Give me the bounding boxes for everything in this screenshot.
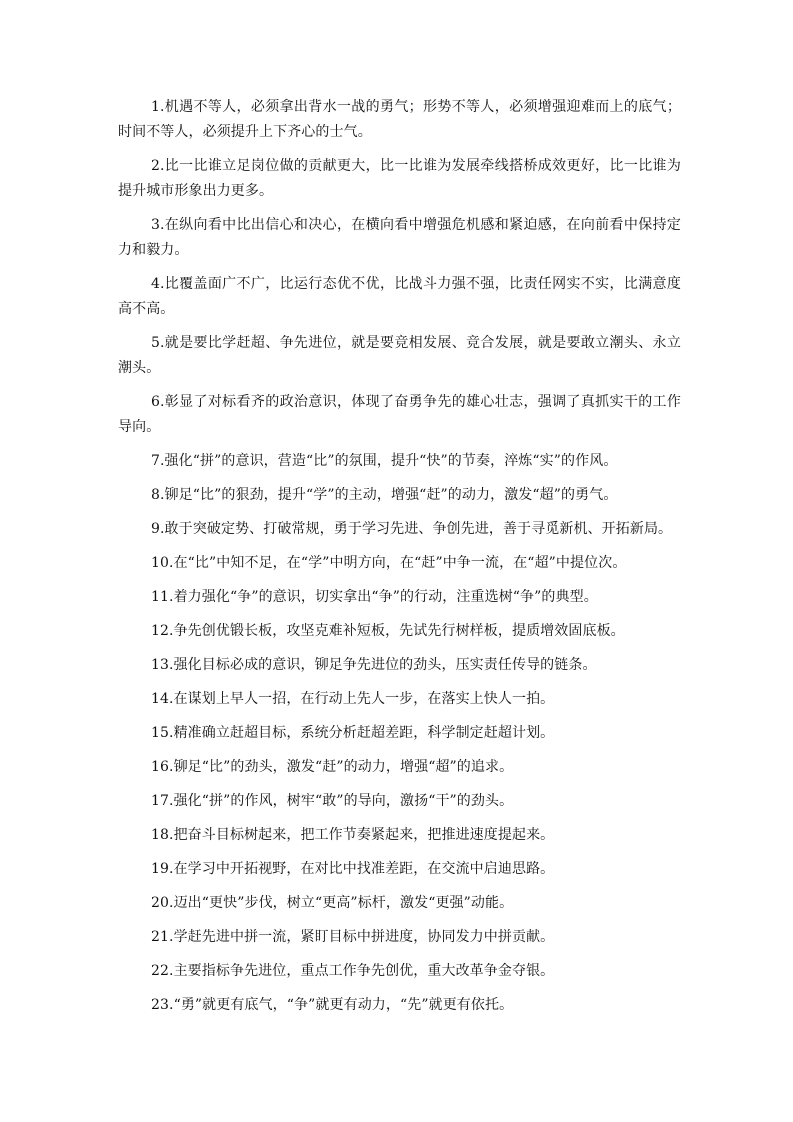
list-item: 6.彰显了对标看齐的政治意识，体现了奋勇争先的雄心壮志，强调了真抓实干的工作导向。 xyxy=(118,394,681,435)
list-item: 7.强化“拼”的意识，营造“比”的氛围，提升“快”的节奏，淬炼“实”的作风。 xyxy=(151,453,618,469)
list-item: 14.在谋划上早人一招，在行动上先人一步，在落实上快人一拍。 xyxy=(151,691,555,707)
list-item: 16.铆足“比”的劲头，激发“赶”的动力，增强“超”的追求。 xyxy=(151,759,514,775)
list-item: 5.就是要比学赶超、争先进位，就是要竞相发展、竞合发展，就是要敢立潮头、永立潮头。 xyxy=(118,335,681,376)
list-item: 22.主要指标争先进位，重点工作争先创优，重大改革争金夺银。 xyxy=(151,963,555,979)
list-item: 1.机遇不等人，必须拿出背水一战的勇气；形势不等人，必须增强迎难而上的底气；时间不等人，必须提升上下齐心的士气。 xyxy=(118,99,681,140)
list-item: 8.铆足“比”的狠劲，提升“学”的主动，增强“赶”的动力，激发“超”的勇气。 xyxy=(151,487,618,503)
list-item: 15.精准确立赶超目标，系统分析赶超差距，科学制定赶超计划。 xyxy=(151,725,555,741)
list-item: 21.学赶先进中拼一流，紧盯目标中拼进度，协同发力中拼贡献。 xyxy=(151,929,555,945)
list-item: 20.迈出“更快”步伐，树立“更高”标杆，激发“更强”动能。 xyxy=(151,895,514,911)
list-item: 19.在学习中开拓视野，在对比中找准差距，在交流中启迪思路。 xyxy=(151,861,555,877)
list-item: 3.在纵向看中比出信心和决心，在横向看中增强危机感和紧迫感，在向前看中保持定力和毅力。 xyxy=(118,217,681,258)
list-item: 12.争先创优锻长板，攻坚克难补短板，先试先行树样板，提质增效固底板。 xyxy=(151,623,625,639)
list-item: 11.着力强化“争”的意识，切实拿出“争”的行动，注重选树“争”的典型。 xyxy=(151,589,598,605)
list-item: 18.把奋斗目标树起来，把工作节奏紧起来，把推进速度提起来。 xyxy=(151,827,555,843)
list-item: 4.比覆盖面广不广，比运行态优不优，比战斗力强不强，比责任网实不实，比满意度高不高。 xyxy=(118,276,681,317)
list-item: 10.在“比”中知不足，在“学”中明方向，在“赶”中争一流，在“超”中提位次。 xyxy=(151,555,627,571)
list-item: 23.“勇”就更有底气，“争”就更有动力，“先”就更有依托。 xyxy=(151,997,514,1013)
list-item: 13.强化目标必成的意识，铆足争先进位的劲头，压实责任传导的链条。 xyxy=(151,657,597,673)
list-item: 9.敢于突破定势、打破常规，勇于学习先进、争创先进，善于寻觅新机、开拓新局。 xyxy=(151,521,673,537)
list-item: 17.强化“拼”的作风，树牢“敢”的导向，激扬“干”的劲头。 xyxy=(151,793,514,809)
document-body xyxy=(118,95,681,1027)
list-item: 2.比一比谁立足岗位做的贡献更大，比一比谁为发展牵线搭桥成效更好，比一比谁为提升城市形象出力更多。 xyxy=(118,158,681,199)
